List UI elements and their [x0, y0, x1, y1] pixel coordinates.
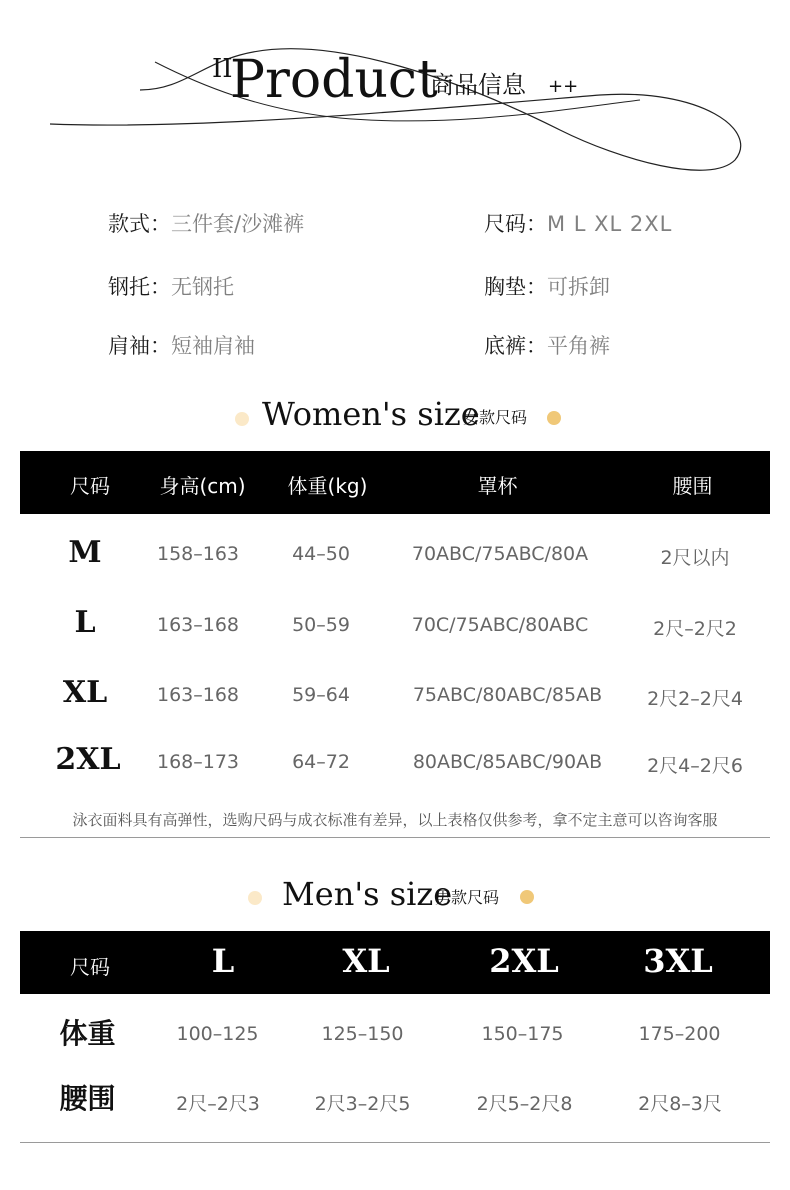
info-key: 钢托： — [108, 275, 171, 299]
table-cell: 150–175 — [481, 1023, 564, 1045]
info-bottoms — [484, 330, 610, 362]
header-weight: 体重(kg) — [287, 474, 368, 498]
header-size-2xl: 2XL — [489, 942, 559, 980]
divider — [20, 1142, 770, 1143]
decorative-dot-icon — [547, 411, 561, 425]
size-label-m: M — [68, 535, 102, 570]
info-padding — [484, 271, 610, 303]
table-cell: 125–150 — [321, 1023, 404, 1045]
table-cell: 2尺–2尺3 — [176, 1093, 260, 1115]
decorative-dot-icon — [235, 412, 249, 426]
table-cell: 168–173 — [156, 751, 240, 773]
product-title: Product — [230, 50, 438, 110]
table-cell: 2尺4–2尺6 — [647, 755, 743, 777]
info-value: 无钢托 — [171, 275, 234, 299]
header-size-xl: XL — [342, 942, 390, 980]
header-height: 身高(cm) — [159, 474, 246, 498]
divider — [20, 837, 770, 838]
info-style — [108, 208, 304, 240]
mens-size-title-cn: 男款尺码 — [435, 888, 500, 907]
table-cell: 2尺–2尺2 — [653, 618, 737, 640]
header-size-3xl: 3XL — [643, 942, 713, 980]
table-cell: 44–50 — [292, 543, 350, 565]
title-bars: II — [212, 54, 233, 84]
size-note: 泳衣面料具有高弹性，选购尺码与成衣标准有差异，以上表格仅供参考，拿不定主意可以咨询客服 — [72, 811, 718, 829]
header-waist: 腰围 — [672, 474, 713, 498]
table-cell: 75ABC/80ABC/85AB — [412, 684, 603, 706]
table-cell: 163–168 — [156, 684, 240, 706]
table-cell: 158–163 — [156, 543, 240, 565]
product-title-cn: 商品信息 — [430, 71, 526, 99]
womens-size-title: Women's size — [262, 395, 480, 433]
info-value: 三件套/沙滩裤 — [171, 212, 305, 236]
size-label-l: L — [74, 605, 96, 640]
header-size: 尺码 — [70, 474, 110, 498]
table-cell: 70C/75ABC/80ABC — [411, 614, 589, 636]
table-cell: 2尺8–3尺 — [638, 1093, 722, 1115]
table-cell: 80ABC/85ABC/90AB — [412, 751, 603, 773]
table-cell: 2尺3–2尺5 — [314, 1093, 411, 1115]
table-cell: 64–72 — [292, 751, 350, 773]
table-cell: 175–200 — [638, 1023, 721, 1045]
size-label-2xl: 2XL — [55, 742, 121, 777]
table-cell: 2尺以内 — [660, 547, 730, 569]
info-key: 款式： — [108, 212, 171, 236]
row-label-waist: 腰围 — [59, 1082, 116, 1115]
info-value: 可拆卸 — [547, 275, 610, 299]
info-sleeve — [108, 330, 255, 362]
table-cell: 50–59 — [292, 614, 350, 636]
table-cell: 2尺2–2尺4 — [647, 688, 743, 710]
info-underwire — [108, 271, 234, 303]
title-plus: ++ — [548, 76, 579, 97]
info-key: 底裤： — [484, 334, 547, 358]
header-size: 尺码 — [70, 955, 110, 979]
header-size-l: L — [211, 942, 235, 980]
header-cup: 罩杯 — [477, 474, 518, 498]
info-value: 短袖肩袖 — [171, 334, 255, 358]
table-cell: 70ABC/75ABC/80A — [411, 543, 589, 565]
mens-size-title: Men's size — [282, 875, 453, 913]
info-key: 胸垫： — [484, 275, 547, 299]
decorative-dot-icon — [248, 891, 262, 905]
info-key: 尺码： — [484, 212, 547, 236]
womens-size-title-cn: 女款尺码 — [463, 408, 528, 427]
decorative-dot-icon — [520, 890, 534, 904]
size-label-xl: XL — [62, 675, 108, 710]
info-key: 肩袖： — [108, 334, 171, 358]
row-label-weight: 体重 — [59, 1017, 116, 1050]
table-cell: 59–64 — [292, 684, 350, 706]
table-cell: 2尺5–2尺8 — [476, 1093, 573, 1115]
info-size — [484, 208, 672, 240]
info-value: M L XL 2XL — [547, 212, 673, 236]
table-cell: 163–168 — [156, 614, 240, 636]
table-cell: 100–125 — [176, 1023, 259, 1045]
info-value: 平角裤 — [547, 334, 610, 358]
